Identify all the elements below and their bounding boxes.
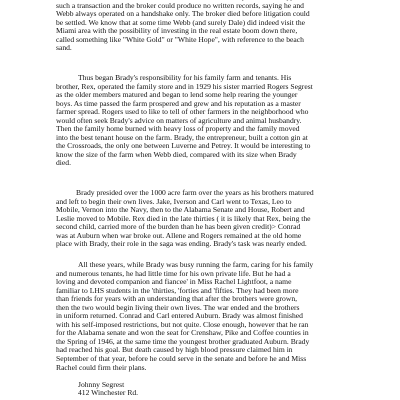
text-line: for the Alabama senate and won the seat for Crenshaw, Pike and Coffee counties in	[56, 328, 309, 338]
text-line: was at Auburn when war broke out. Allene and Rogers remained at the old home	[56, 230, 302, 240]
text-line: the Spring of 1946, at the same time the youngest brother graduated Auburn. Brady	[56, 336, 310, 346]
text-line: the Crossroads, the only one between Luverne and Petrey. It would be interesting to	[56, 141, 311, 151]
text-line: called something like "White Gold" or "White Hope", with reference to the beach	[56, 34, 304, 44]
text-line: into the best tenant house on the farm. Brady, the entrepreneur, built a cotton gin at	[56, 132, 308, 142]
text-line: Then the family home burned with heavy loss of property and the family moved	[56, 124, 300, 134]
text-line: in uniform returned. Conrad and Carl entered Auburn. Brady was almost finished	[56, 311, 303, 321]
text-line: Rachel could firm their plans.	[56, 362, 147, 372]
text-line: and numerous tenants, he had little time for his own private life. But he had a	[56, 268, 291, 278]
signature-name: Johnny Segrest	[78, 380, 125, 389]
text-line: September of that year, before he could serve in the senate and before he and Miss	[56, 354, 307, 364]
text-line: then the two would begin living their own lives. The war ended and the brothers	[56, 302, 300, 312]
text-line: place with Brady, their role in the saga was ending. Brady's task was nearly ended.	[56, 239, 307, 249]
text-line: Miami area with the possibility of investing in the real estate boom down there,	[56, 26, 298, 36]
paragraph-private-life	[56, 261, 360, 372]
text-line: had reached his goal. But death caused by high blood pressure claimed him in	[56, 345, 293, 355]
signature-address: 412 Winchester Rd.	[78, 388, 139, 397]
text-line: Brady presided over the 1000 acre farm over the years as his brothers matured	[76, 188, 314, 197]
text-line: farmer spread. Rogers used to like to tell of other farmers in the neighborhood who	[56, 107, 309, 117]
text-line: be settled. We know that at some time Webb (and surely Dale) did indeed visit the	[56, 17, 306, 27]
paragraph-thousand-acre-farm	[56, 189, 360, 249]
text-line: familiar to LHS students in the 'thirties, 'forties and 'fifties. They had been more	[56, 285, 299, 295]
text-line: such a transaction and the broker could produce no written records, saying he and	[56, 0, 304, 10]
text-line: know the size of the farm when Webb died, compared with its size when Brady	[56, 149, 297, 159]
text-line: and left to begin their own lives. Jake, Iverson and Carl went to Texas, Leo to	[56, 196, 292, 206]
text-line: Thus began Brady's responsibility for his family farm and tenants. His	[78, 73, 292, 82]
text-line: All these years, while Brady was busy running the farm, caring for his family	[78, 260, 314, 269]
text-line: as the older members matured and began to lend some help rearing the younger	[56, 90, 298, 100]
paragraph-miami-real-estate	[56, 0, 360, 53]
paragraph-brady-responsibility	[56, 74, 360, 168]
text-line: loving and devoted companion and fiancee' in Miss Rachel Lightfoot, a name	[56, 277, 292, 287]
text-line: with his self-imposed restrictions, but not quite. Close enough, however that he ran	[56, 319, 309, 329]
text-line: than friends for years with an understanding that after the brothers were grown,	[56, 294, 298, 304]
text-line: boys. As time passed the farm prospered and grew and his reputation as a master	[56, 98, 301, 108]
text-line: Mobile, Vernon into the Navy, then to the Alabama Senate and House, Robert and	[56, 205, 305, 215]
text-line: died.	[56, 158, 71, 168]
text-line: would often seek Brady's advice on matters of agriculture and animal husbandry.	[56, 115, 302, 125]
text-line: Webb always operated on a handshake only. The broker died before litigation could	[56, 9, 310, 19]
text-line: Leslie moved to Mobile. Rex died in the late thirties ( it is likely that Rex, being the	[56, 213, 311, 223]
text-line: brother, Rex, operated the family store and in 1929 his sister married Rogers Segrest	[56, 81, 313, 91]
text-line: second child, carried more of the burden than he has been given credit)> Conrad	[56, 222, 301, 232]
text-line: sand.	[56, 43, 72, 53]
